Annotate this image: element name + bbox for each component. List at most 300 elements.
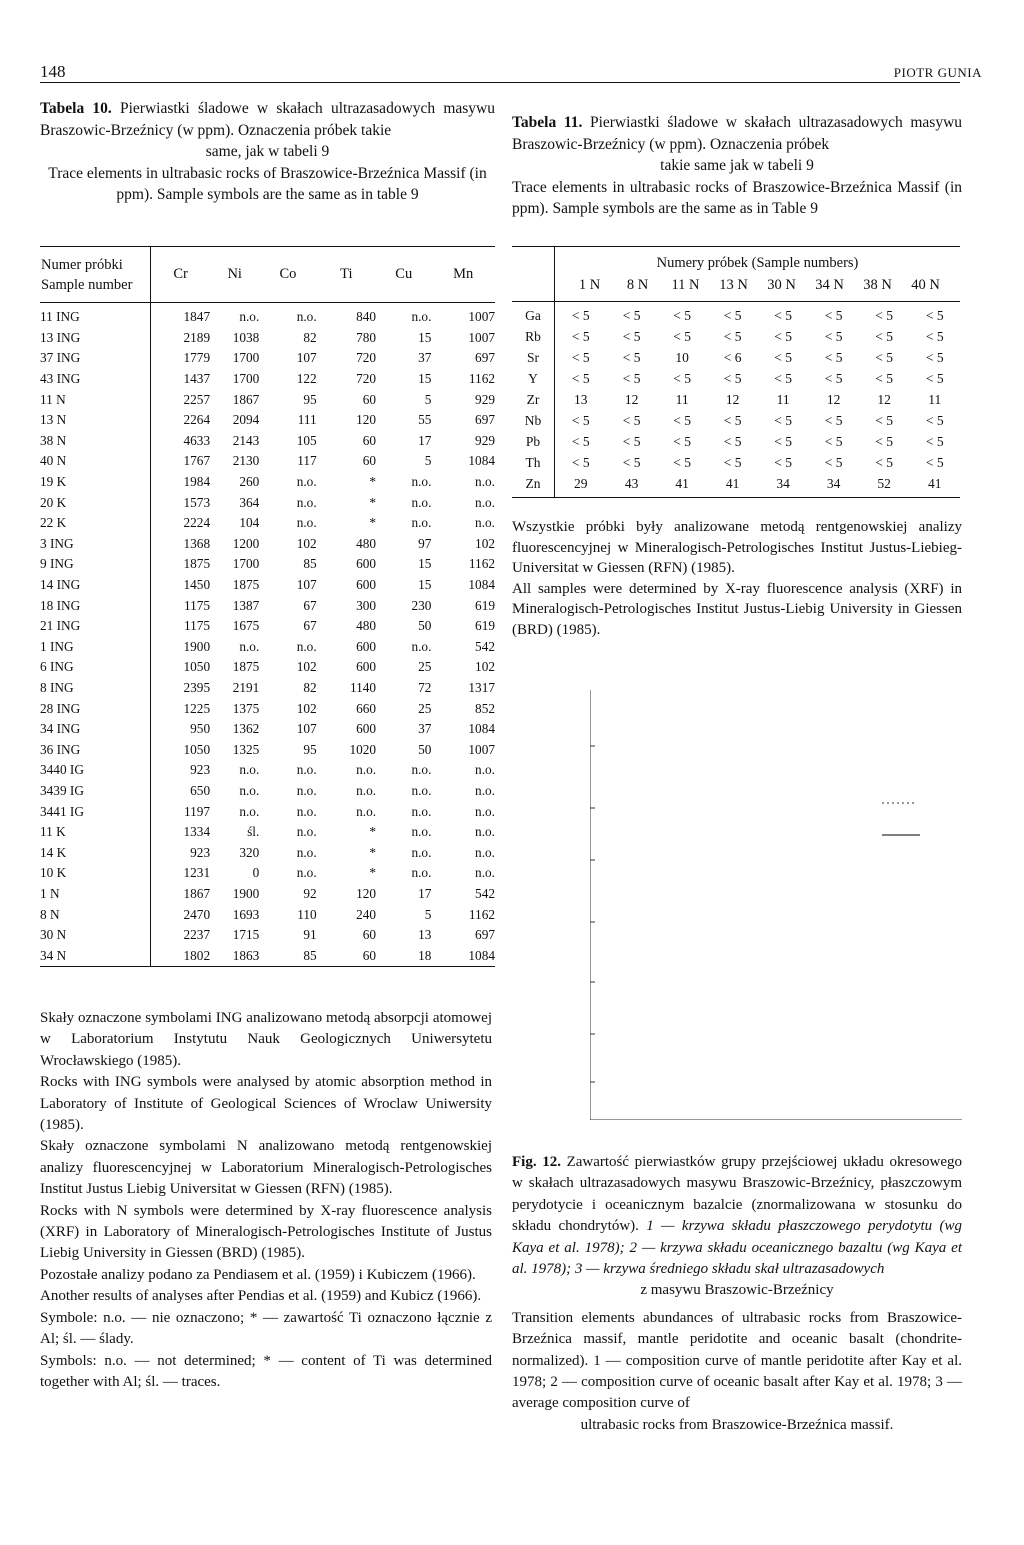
sample-number-cell: 1 N	[40, 884, 151, 905]
value-cell: < 5	[673, 454, 692, 470]
value-cell: n.o.	[296, 762, 317, 778]
value-cell: 12	[826, 391, 841, 407]
value-cell: < 5	[774, 307, 793, 323]
figure12-legend-marks	[882, 803, 920, 835]
table-row	[40, 637, 495, 658]
value-cell: n.o.	[296, 309, 317, 325]
value-cell: 17	[418, 432, 432, 448]
value-cell: 1875	[232, 577, 260, 593]
value-cell: *	[369, 844, 377, 860]
value-cell: 600	[356, 659, 377, 675]
element-cell: Sr	[512, 347, 555, 368]
column-header: 34 N	[815, 277, 844, 293]
note-paragraph: Symbole: n.o. — nie oznaczono; * — zawartość Ti oznaczono łącznie z Al; śl. — ślady.	[40, 1309, 492, 1348]
sample-number-cell: 8 N	[40, 904, 151, 925]
sample-number-cell: 20 K	[40, 492, 151, 513]
value-cell: 1767	[183, 453, 211, 469]
table-row	[40, 575, 495, 596]
value-cell: < 5	[875, 328, 894, 344]
column-header: Mn	[431, 247, 495, 303]
value-cell: 91	[303, 927, 317, 943]
column-header: 40 N	[911, 277, 940, 293]
table-row	[40, 863, 495, 884]
table-row	[40, 451, 495, 472]
value-cell: 2237	[183, 927, 211, 943]
value-cell: *	[369, 824, 377, 840]
sample-number-cell: 3 ING	[40, 534, 151, 555]
value-cell: < 5	[875, 454, 894, 470]
value-cell: 364	[239, 494, 260, 510]
table10-sample-header	[40, 247, 151, 303]
value-cell: 600	[356, 638, 377, 654]
value-cell: 2191	[232, 679, 260, 695]
sample-number-cell: 18 ING	[40, 595, 151, 616]
table-row	[40, 739, 495, 760]
value-cell: 107	[296, 577, 317, 593]
value-cell: n.o.	[296, 865, 317, 881]
table10-caption-pl: Pierwiastki śladowe w skałach ultrazasadowych masywu Braszowic-Brzeźnicy (w ppm). Oznaczenia próbek takie	[40, 100, 495, 139]
value-cell: < 5	[571, 454, 590, 470]
value-cell: 1875	[232, 659, 260, 675]
sample-number-cell: 28 ING	[40, 698, 151, 719]
sample-number-cell: 13 ING	[40, 328, 151, 349]
value-cell: 1368	[183, 535, 211, 551]
value-cell: 1573	[183, 494, 211, 510]
legend-3-pl: 3 — krzywa średniego składu skał ultrazasadowych	[574, 1261, 885, 1278]
value-cell: 15	[418, 371, 432, 387]
value-cell: 619	[475, 597, 495, 613]
sample-number-cell: 11 ING	[40, 303, 151, 328]
sample-number-cell: 34 ING	[40, 719, 151, 740]
value-cell: 1038	[232, 329, 260, 345]
table-row	[40, 904, 495, 925]
table-row	[40, 303, 495, 328]
table-row	[40, 389, 495, 410]
value-cell: 107	[296, 721, 317, 737]
value-cell: 2224	[183, 515, 211, 531]
table-row	[40, 328, 495, 349]
value-cell: < 5	[622, 370, 641, 386]
value-cell: 95	[303, 391, 317, 407]
value-cell: 85	[303, 556, 317, 572]
table-row	[40, 554, 495, 575]
value-cell: n.o.	[296, 844, 317, 860]
table-row	[40, 925, 495, 946]
table11-caption-pl-end: takie same jak w tabeli 9	[660, 157, 814, 174]
value-cell: n.o.	[411, 309, 432, 325]
value-cell: 82	[303, 679, 317, 695]
value-cell: < 5	[723, 370, 742, 386]
value-cell: < 5	[571, 370, 590, 386]
value-cell: 15	[418, 556, 432, 572]
element-cell: Y	[512, 368, 555, 389]
figure12-caption-pl: Zawartość pierwiastków grupy przejściowej układu okresowego w skałach ultrazasadowych masywu Braszowic-Brzeźnicy, płaszczowym perydotycie i oceanicznym bazalcie (znormalizowana w stosunku do składu chondrytów).	[512, 1154, 962, 1235]
sample-number-cell: 14 K	[40, 842, 151, 863]
value-cell: 2257	[183, 391, 211, 407]
page-number: 148	[40, 62, 66, 81]
value-cell: 542	[475, 885, 495, 901]
sample-header-pl: Numer próbki	[41, 256, 123, 273]
value-cell: 122	[296, 371, 317, 387]
value-cell: 240	[356, 906, 377, 922]
value-cell: 1867	[183, 885, 211, 901]
table-row	[40, 945, 495, 966]
value-cell: < 5	[925, 349, 944, 365]
table-row	[40, 678, 495, 699]
value-cell: < 5	[622, 433, 641, 449]
figure12-caption	[512, 1152, 962, 1436]
sample-number-cell: 37 ING	[40, 348, 151, 369]
value-cell: 1050	[183, 659, 211, 675]
value-cell: 34	[758, 473, 809, 498]
value-cell: < 5	[875, 349, 894, 365]
sample-number-cell: 19 K	[40, 472, 151, 493]
value-cell: 1900	[232, 885, 260, 901]
value-cell: 600	[356, 721, 377, 737]
element-cell: Nb	[512, 410, 555, 431]
table-row	[40, 760, 495, 781]
value-cell: 1162	[468, 371, 495, 387]
element-cell: Ga	[512, 302, 555, 327]
value-cell: n.o.	[239, 638, 260, 654]
value-cell: 41	[909, 473, 960, 498]
value-cell: 95	[303, 741, 317, 757]
sample-number-columns	[566, 277, 950, 293]
table-row	[512, 302, 960, 327]
value-cell: < 5	[571, 412, 590, 428]
value-cell: 1084	[468, 577, 495, 593]
value-cell: 2130	[232, 453, 260, 469]
value-cell: 320	[239, 844, 260, 860]
sample-number-cell: 11 N	[40, 389, 151, 410]
note-paragraph: Another results of analyses after Pendias et al. (1959) and Kubicz (1966).	[40, 1288, 482, 1305]
value-cell: 10	[675, 349, 689, 365]
value-cell: 1450	[183, 577, 211, 593]
value-cell: 102	[296, 659, 317, 675]
value-cell: 780	[356, 329, 377, 345]
value-cell: 12	[877, 391, 891, 407]
sample-header-en: Sample number	[41, 276, 133, 293]
value-cell: n.o.	[411, 494, 432, 510]
value-cell: < 6	[723, 349, 742, 365]
table-row	[40, 822, 495, 843]
figure12-caption-en-legend: 1 — composition curve of mantle peridotite after Kay et al. 1978; 2 — composition curve of oceanic basalt after Kay et al. 1978; 3 — average composition curve of	[512, 1352, 962, 1412]
figure12-plot-area	[590, 690, 962, 1120]
value-cell: 660	[356, 700, 377, 716]
sample-number-cell: 1 ING	[40, 637, 151, 658]
value-cell: 1197	[183, 803, 211, 819]
value-cell: < 5	[571, 349, 590, 365]
value-cell: 50	[418, 618, 432, 634]
value-cell: n.o.	[356, 782, 377, 798]
value-cell: n.o.	[356, 762, 377, 778]
value-cell: 1847	[183, 309, 211, 325]
value-cell: < 5	[925, 433, 944, 449]
element-cell: Pb	[512, 431, 555, 452]
column-header: 11 N	[671, 277, 700, 293]
value-cell: 1900	[183, 638, 211, 654]
value-cell: n.o.	[296, 824, 317, 840]
value-cell: 43	[606, 473, 657, 498]
note-paragraph: Rocks with N symbols were determined by X-ray fluorescence analysis (XRF) in Laboratory of Mineralogisch-Petrologisches Institute of Justus Liebig University in Giessen (BRD) (1985).	[40, 1202, 492, 1262]
value-cell: *	[369, 494, 377, 510]
value-cell: < 5	[925, 328, 944, 344]
value-cell: < 5	[824, 349, 843, 365]
value-cell: 1162	[468, 556, 495, 572]
value-cell: 60	[362, 391, 377, 407]
value-cell: 929	[475, 432, 495, 448]
figure12-caption-pl-end: z masywu Braszowic-Brzeźnicy	[640, 1282, 834, 1299]
running-head-author: PIOTR GUNIA	[893, 65, 982, 80]
value-cell: 117	[297, 453, 317, 469]
sample-number-cell: 38 N	[40, 431, 151, 452]
value-cell: 15	[418, 329, 432, 345]
value-cell: 1225	[183, 700, 211, 716]
note-paragraph: Rocks with ING symbols were analysed by atomic absorption method in Laboratory of Institute of Geological Sciences of Wroclaw Uniwersity (1985).	[40, 1074, 492, 1134]
table11-group-header	[555, 247, 961, 302]
column-header: 1 N	[578, 277, 601, 293]
value-cell: 1084	[468, 721, 495, 737]
value-cell: 1084	[431, 945, 495, 966]
sample-number-cell: 36 ING	[40, 739, 151, 760]
value-cell: 41	[707, 473, 758, 498]
value-cell: n.o.	[475, 474, 495, 490]
value-cell: < 5	[622, 307, 641, 323]
value-cell: 1362	[232, 721, 260, 737]
value-cell: 1050	[183, 741, 211, 757]
value-cell: 619	[475, 618, 495, 634]
value-cell: 697	[475, 412, 495, 428]
table11-label: Tabela 11.	[512, 114, 583, 131]
sample-number-cell: 43 ING	[40, 369, 151, 390]
value-cell: 1693	[232, 906, 260, 922]
sample-number-cell: 9 ING	[40, 554, 151, 575]
value-cell: 60	[362, 453, 377, 469]
sample-number-cell: 30 N	[40, 925, 151, 946]
table-row	[40, 369, 495, 390]
value-cell: 1200	[232, 535, 260, 551]
value-cell: n.o.	[411, 762, 432, 778]
value-cell: n.o.	[411, 844, 432, 860]
table-row	[40, 410, 495, 431]
value-cell: n.o.	[475, 762, 495, 778]
value-cell: 5	[424, 453, 432, 469]
value-cell: < 5	[875, 370, 894, 386]
table10	[40, 246, 495, 967]
value-cell: < 5	[774, 349, 793, 365]
table10-notes	[40, 1008, 492, 1393]
value-cell: 60	[362, 927, 377, 943]
value-cell: < 5	[774, 328, 793, 344]
value-cell: 1175	[183, 618, 211, 634]
value-cell: 950	[190, 721, 211, 737]
value-cell: n.o.	[356, 803, 377, 819]
value-cell: 107	[296, 350, 317, 366]
value-cell: 12	[624, 391, 639, 407]
sample-number-cell: 14 ING	[40, 575, 151, 596]
table10-caption-en: Trace elements in ultrabasic rocks of Braszowice-Brzeźnica Massif (in ppm). Sample symbols are the same as in table 9	[48, 164, 487, 203]
value-cell: 85	[259, 945, 316, 966]
value-cell: < 5	[824, 433, 843, 449]
sample-number-cell: 11 K	[40, 822, 151, 843]
value-cell: 2189	[183, 329, 211, 345]
sample-number-cell: 21 ING	[40, 616, 151, 637]
value-cell: 230	[411, 597, 432, 613]
value-cell: 720	[356, 371, 377, 387]
legend-2-pl: 2 — krzywa składu oceanicznego bazaltu (wg Kaya et al. 1978);	[512, 1239, 963, 1278]
value-cell: n.o.	[296, 782, 317, 798]
value-cell: 34	[808, 473, 859, 498]
table-row	[512, 452, 960, 473]
value-cell: 600	[356, 556, 377, 572]
table-row	[40, 801, 495, 822]
sample-number-cell: 40 N	[40, 451, 151, 472]
value-cell: 120	[356, 412, 377, 428]
value-cell: 104	[239, 515, 260, 531]
value-cell: 13	[418, 927, 432, 943]
table-row	[512, 410, 960, 431]
value-cell: 1387	[232, 597, 260, 613]
table11-element-header	[512, 247, 555, 302]
table-row	[40, 595, 495, 616]
value-cell: < 5	[925, 307, 944, 323]
value-cell: < 5	[571, 328, 590, 344]
value-cell: < 5	[824, 328, 843, 344]
value-cell: *	[369, 865, 377, 881]
value-cell: 37	[418, 350, 432, 366]
value-cell: 5	[424, 906, 432, 922]
value-cell: 1334	[183, 824, 211, 840]
value-cell: < 5	[723, 307, 742, 323]
table-row	[512, 431, 960, 452]
value-cell: 52	[859, 473, 910, 498]
element-cell: Th	[512, 452, 555, 473]
sample-number-cell: 3440 IG	[40, 760, 151, 781]
value-cell: 2395	[183, 679, 211, 695]
legend-1-pl: 1 — krzywa składu płaszczowego perydotytu (wg Kaya et al. 1978);	[512, 1218, 963, 1256]
value-cell: < 5	[925, 412, 944, 428]
value-cell: < 5	[875, 412, 894, 428]
value-cell: 923	[190, 762, 211, 778]
note-paragraph: Symbols: n.o. — not determined; * — content of Ti was determined together with Al; śl. — traces.	[40, 1352, 492, 1390]
value-cell: 260	[239, 474, 260, 490]
table11	[512, 246, 960, 498]
table-row	[40, 657, 495, 678]
value-cell: 82	[303, 329, 317, 345]
value-cell: 1007	[468, 329, 495, 345]
value-cell: 102	[296, 535, 317, 551]
value-cell: 300	[356, 597, 377, 613]
value-cell: < 5	[622, 454, 641, 470]
value-cell: n.o.	[475, 844, 495, 860]
value-cell: 102	[475, 659, 495, 675]
value-cell: 542	[475, 638, 495, 654]
table-row	[40, 492, 495, 513]
element-cell: Zr	[512, 389, 555, 410]
table-row	[40, 431, 495, 452]
value-cell: < 5	[723, 328, 742, 344]
value-cell: < 5	[673, 370, 692, 386]
sample-number-cell: 22 K	[40, 513, 151, 534]
value-cell: 1700	[232, 371, 260, 387]
element-cell: Rb	[512, 326, 555, 347]
value-cell: 1863	[210, 945, 259, 966]
table-row	[40, 781, 495, 802]
table-row	[512, 326, 960, 347]
value-cell: < 5	[673, 328, 692, 344]
table11-footnote-pl: Wszystkie próbki były analizowane metodą rentgenowskiej analizy fluorescencyjnej w Mineralogisch-Petrologisches Institut Justus-Liebieg-Universitat w Giessen (RFN) (1985).	[512, 519, 962, 577]
value-cell: n.o.	[239, 803, 260, 819]
value-cell: n.o.	[239, 782, 260, 798]
sample-number-cell: 13 N	[40, 410, 151, 431]
value-cell: 50	[418, 741, 432, 757]
value-cell: 1875	[183, 556, 211, 572]
value-cell: 60	[362, 432, 377, 448]
table-row	[40, 534, 495, 555]
table11-caption-pl: Pierwiastki śladowe w skałach ultrazasadowych masywu Braszowic-Brzeźnicy (w ppm). Oznaczenia próbek	[512, 114, 963, 153]
value-cell: 1162	[468, 906, 495, 922]
value-cell: 2094	[232, 412, 260, 428]
value-cell: 1140	[349, 679, 377, 695]
value-cell: 1020	[349, 741, 377, 757]
figure12-caption-en-end: ultrabasic rocks from Braszowice-Brzeźnica massif.	[580, 1416, 894, 1433]
value-cell: < 5	[774, 433, 793, 449]
value-cell: 840	[356, 309, 377, 325]
value-cell: n.o.	[475, 865, 495, 881]
value-cell: 1715	[232, 927, 260, 943]
table10-caption	[40, 98, 495, 206]
value-cell: 55	[418, 412, 432, 428]
value-cell: 1375	[232, 700, 260, 716]
value-cell: 102	[296, 700, 317, 716]
value-cell: n.o.	[475, 782, 495, 798]
value-cell: 1984	[183, 474, 211, 490]
value-cell: 105	[296, 432, 317, 448]
value-cell: 1779	[183, 350, 211, 366]
value-cell: 1084	[468, 453, 495, 469]
value-cell: 102	[475, 535, 495, 551]
value-cell: n.o.	[239, 762, 260, 778]
value-cell: n.o.	[296, 638, 317, 654]
value-cell: 18	[376, 945, 431, 966]
value-cell: 15	[418, 577, 432, 593]
value-cell: n.o.	[411, 865, 432, 881]
table-row	[40, 348, 495, 369]
value-cell: n.o.	[411, 474, 432, 490]
element-cell: Zn	[512, 473, 555, 498]
figure12-label: Fig. 12.	[512, 1154, 561, 1170]
note-paragraph: Skały oznaczone symbolami ING analizowano metodą absorpcji atomowej w Laboratorium Instytutu Nauk Geologicznych Uniwersytetu Wrocławskiego (1985).	[40, 1010, 492, 1069]
value-cell: n.o.	[239, 309, 260, 325]
sample-number-cell: 34 N	[40, 945, 151, 966]
table-row	[40, 719, 495, 740]
value-cell: 852	[475, 700, 495, 716]
value-cell: 697	[475, 350, 495, 366]
value-cell: < 5	[824, 307, 843, 323]
table-row	[40, 472, 495, 493]
value-cell: 120	[356, 885, 377, 901]
value-cell: n.o.	[411, 782, 432, 798]
value-cell: 1700	[232, 556, 260, 572]
value-cell: 13	[573, 391, 588, 407]
page-header	[40, 62, 982, 84]
value-cell: 600	[356, 577, 377, 593]
value-cell: 1437	[183, 371, 211, 387]
value-cell: < 5	[925, 454, 944, 470]
table11-caption	[512, 112, 962, 220]
value-cell: < 5	[673, 433, 692, 449]
value-cell: < 5	[824, 370, 843, 386]
